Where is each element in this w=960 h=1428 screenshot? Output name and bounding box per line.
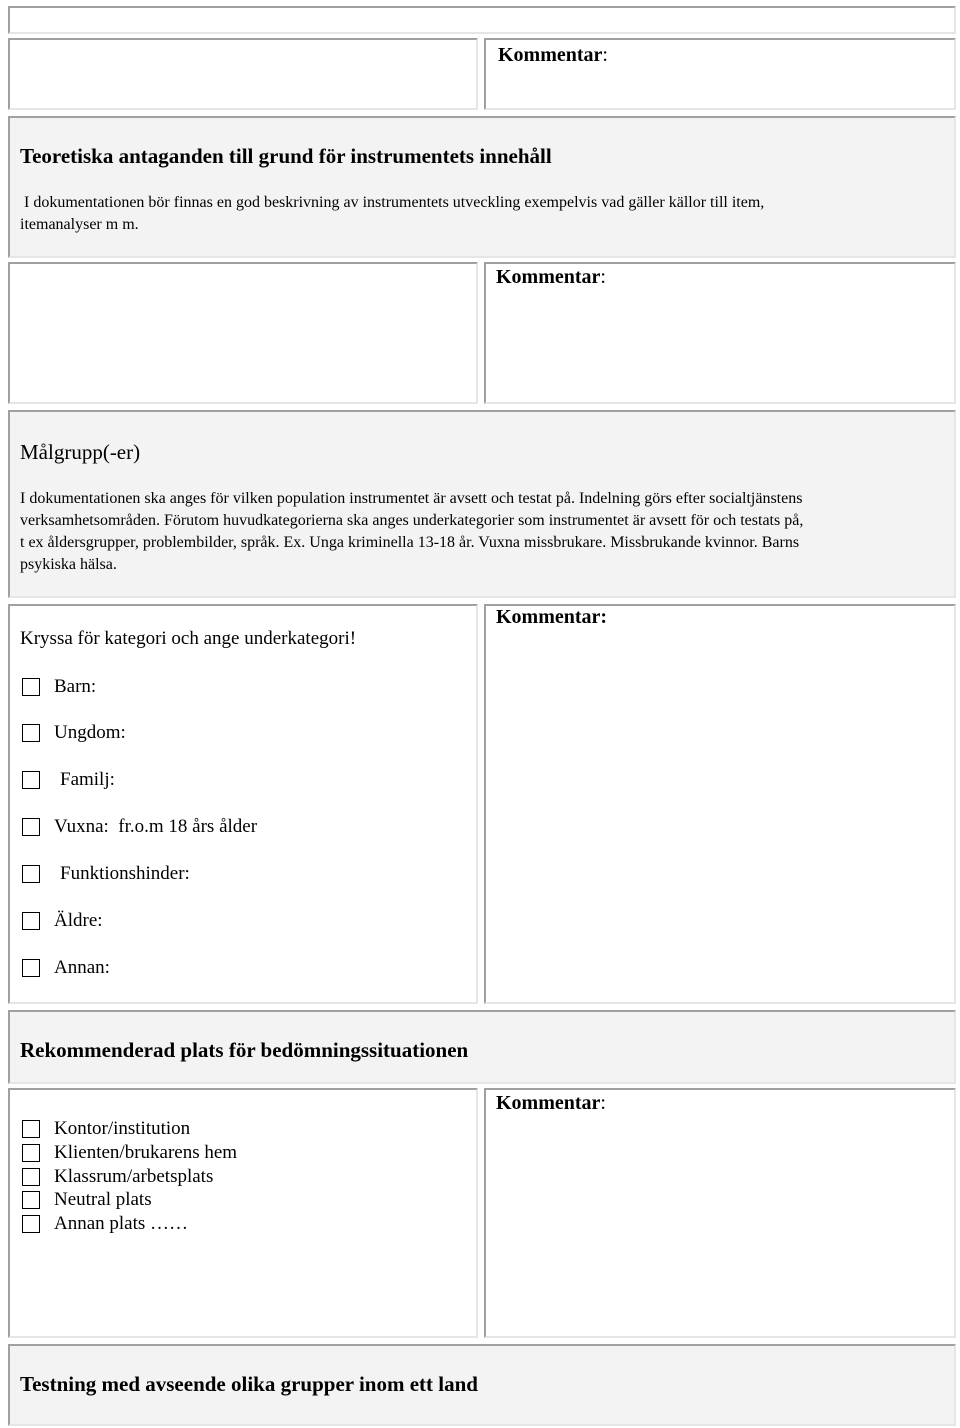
malgrupp-section bbox=[8, 410, 956, 598]
teoretiska-comment-label: Kommentar bbox=[496, 266, 601, 288]
plats-label-hem: Klienten/brukarens hem bbox=[54, 1142, 238, 1163]
category-checkbox-familj[interactable] bbox=[22, 771, 40, 789]
category-checkbox-vuxna[interactable] bbox=[22, 818, 40, 836]
teoretiska-left-field[interactable] bbox=[8, 262, 478, 404]
category-checkbox-annan[interactable] bbox=[22, 959, 40, 977]
category-label-ungdom: Ungdom: bbox=[54, 722, 126, 743]
category-label-annan: Annan: bbox=[54, 957, 110, 978]
malgrupp-comment-label: Kommentar: bbox=[496, 606, 608, 628]
testning-heading: Testning med avseende olika grupper inom ett land bbox=[20, 1372, 478, 1396]
category-checkbox-barn[interactable] bbox=[22, 678, 40, 696]
plats-label-klassrum: Klassrum/arbetsplats bbox=[54, 1166, 214, 1187]
plats-options bbox=[8, 1088, 478, 1338]
plats-heading: Rekommenderad plats för bedömningssituationen bbox=[20, 1038, 469, 1062]
category-label-familj: Familj: bbox=[60, 769, 115, 790]
plats-label-annan: Annan plats …… bbox=[54, 1213, 189, 1234]
plats-comment-label: Kommentar bbox=[496, 1092, 601, 1114]
top-comment-field[interactable]: Kommentar: bbox=[484, 38, 956, 110]
malgrupp-desc-line4: psykiska hälsa. bbox=[20, 556, 117, 573]
teoretiska-desc-line1: I dokumentationen bör finnas en god beskrivning av instrumentets utveckling exempelvis vad gäller källor till item, bbox=[24, 194, 765, 211]
plats-checkbox-hem[interactable] bbox=[22, 1144, 40, 1162]
plats-comment-field[interactable]: Kommentar: bbox=[484, 1088, 956, 1338]
plats-label-kontor: Kontor/institution bbox=[54, 1118, 191, 1139]
plats-section bbox=[8, 1010, 956, 1084]
plats-checkbox-neutral[interactable] bbox=[22, 1191, 40, 1209]
plats-label-neutral: Neutral plats bbox=[54, 1189, 152, 1210]
malgrupp-instruction: Kryssa för kategori och ange underkategori! bbox=[20, 628, 357, 649]
category-checkbox-ungdom[interactable] bbox=[22, 724, 40, 742]
malgrupp-desc-line1: I dokumentationen ska anges för vilken population instrumentet är avsett och testat på. Indelning görs efter socialtjänstens bbox=[20, 490, 803, 507]
top-strip bbox=[8, 6, 956, 34]
teoretiska-desc-line2: itemanalyser m m. bbox=[20, 216, 139, 233]
category-checkbox-funktionshinder[interactable] bbox=[22, 865, 40, 883]
plats-checkbox-kontor[interactable] bbox=[22, 1120, 40, 1138]
category-label-aldre: Äldre: bbox=[54, 910, 103, 931]
top-comment-label: Kommentar bbox=[498, 44, 603, 66]
teoretiska-comment-field[interactable]: Kommentar: bbox=[484, 262, 956, 404]
category-label-barn: Barn: bbox=[54, 676, 97, 697]
category-checkbox-aldre[interactable] bbox=[22, 912, 40, 930]
plats-checkbox-klassrum[interactable] bbox=[22, 1168, 40, 1186]
malgrupp-heading: Målgrupp(-er) bbox=[20, 440, 141, 464]
malgrupp-comment-field[interactable] bbox=[484, 604, 956, 1004]
malgrupp-desc-line2: verksamhetsområden. Förutom huvudkategorierna ska anges underkategorier som instrumentet är avsett för och testats på, bbox=[20, 512, 804, 529]
category-label-funktionshinder: Funktionshinder: bbox=[60, 863, 190, 884]
category-label-vuxna: Vuxna: fr.o.m 18 års ålder bbox=[54, 816, 258, 837]
malgrupp-categories bbox=[8, 604, 478, 1004]
testning-section bbox=[8, 1344, 956, 1426]
top-left-field[interactable] bbox=[8, 38, 478, 110]
teoretiska-section bbox=[8, 116, 956, 258]
teoretiska-heading: Teoretiska antaganden till grund för instrumentets innehåll bbox=[20, 144, 552, 168]
plats-checkbox-annan[interactable] bbox=[22, 1215, 40, 1233]
malgrupp-desc-line3: t ex åldersgrupper, problembilder, språk. Ex. Unga kriminella 13-18 år. Vuxna missbrukare. Missbrukande kvinnor. Barns bbox=[20, 534, 800, 551]
